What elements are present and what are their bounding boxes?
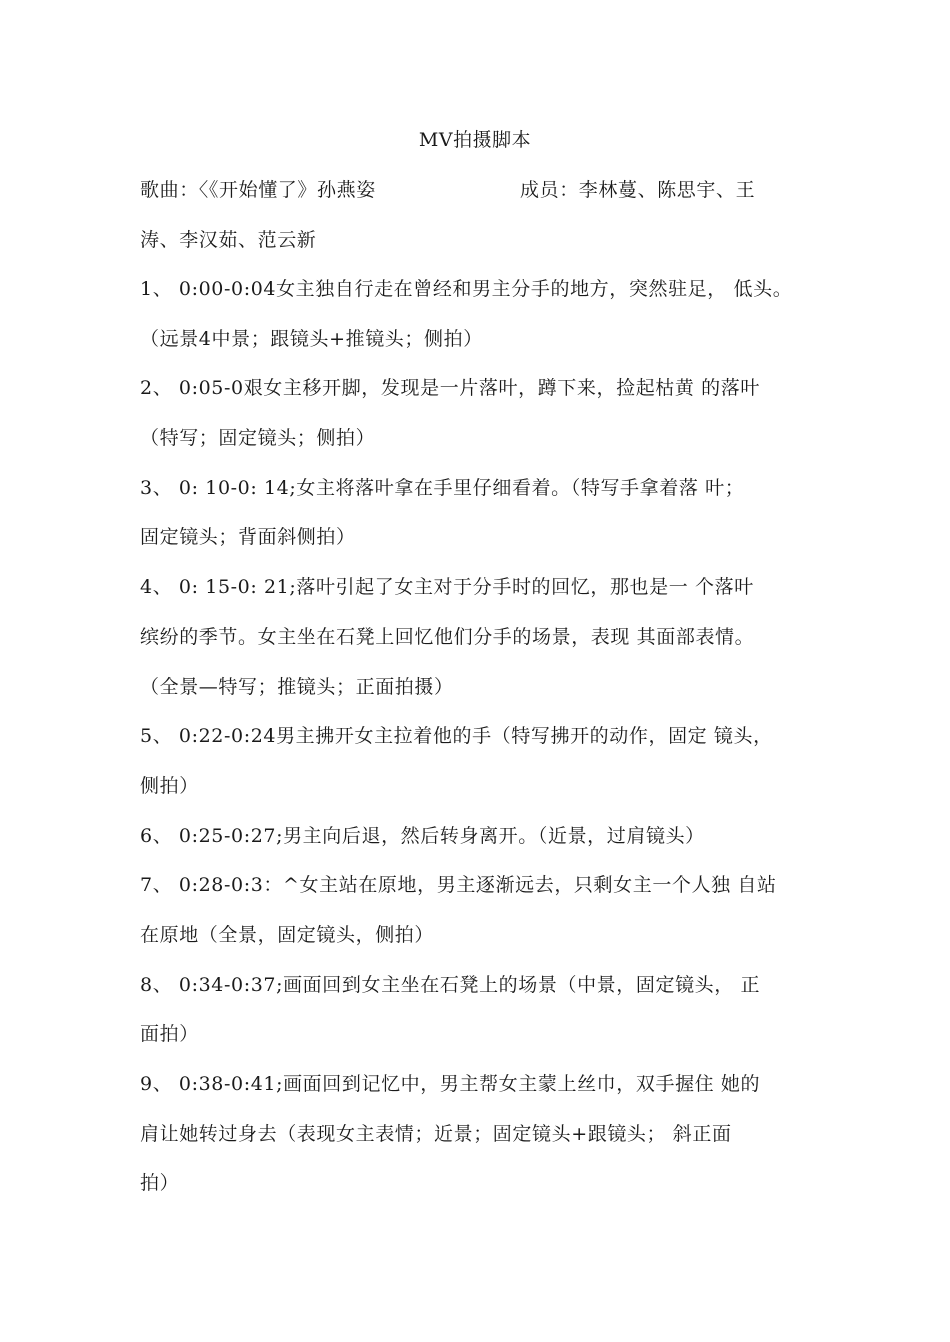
song-members-line (140, 178, 840, 202)
script-line: 固定镜头；背面斜侧拍） (140, 526, 356, 548)
script-line: 4、 0: 15-0: 21;落叶引起了女主对于分手时的回忆，那也是一 个落叶 (140, 576, 754, 598)
script-line: （全景—特写；推镜头；正面拍摄） (140, 676, 454, 698)
script-line: 9、 0:38-0:41;画面回到记忆中，男主帮女主蒙上丝巾，双手握住 她的 (140, 1073, 761, 1095)
script-line: 3、 0: 10-0: 14;女主将落叶拿在手里仔细看着。（特写手拿着落 叶； (140, 477, 745, 499)
script-line: 侧拍） (140, 775, 199, 797)
script-line: 6、 0:25-0:27;男主向后退，然后转身离开。（近景，过肩镜头） (140, 825, 705, 847)
script-line: （特写；固定镜头；侧拍） (140, 427, 376, 449)
script-line: （远景4中景；跟镜头+推镜头；侧拍） (140, 328, 483, 350)
members-continuation: 涛、李汉茹、范云新 (140, 229, 317, 251)
page-title: MV拍摄脚本 (418, 129, 532, 151)
script-line: 拍） (140, 1172, 180, 1194)
script-line: 面拍） (140, 1023, 199, 1045)
script-line: 7、 0:28-0:3：^女主站在原地，男主逐渐远去，只剩女主一个人独 自站 (140, 874, 777, 896)
script-line: 肩让她转过身去（表现女主表情；近景；固定镜头+跟镜头； 斜正面 (140, 1123, 732, 1145)
script-line: 在原地（全景，固定镜头，侧拍） (140, 924, 435, 946)
script-line: 1、 0:00-0:04女主独自行走在曾经和男主分手的地方，突然驻足， 低头。 (140, 278, 793, 300)
script-line: 缤纷的季节。女主坐在石凳上回忆他们分手的场景，表现 其面部表情。 (140, 626, 755, 648)
script-line: 8、 0:34-0:37;画面回到女主坐在石凳上的场景（中景，固定镜头， 正 (140, 974, 761, 996)
script-line: 5、 0:22-0:24男主拂开女主拉着他的手（特写拂开的动作，固定 镜头， (140, 725, 773, 747)
script-line: 2、 0:05-0艰女主移开脚，发现是一片落叶，蹲下来，捡起枯黄 的落叶 (140, 377, 760, 399)
song-label: 歌曲：〈《开始懂了》孙燕姿 (140, 179, 376, 201)
members-label: 成员：李林蔓、陈思宇、王 (520, 179, 756, 201)
